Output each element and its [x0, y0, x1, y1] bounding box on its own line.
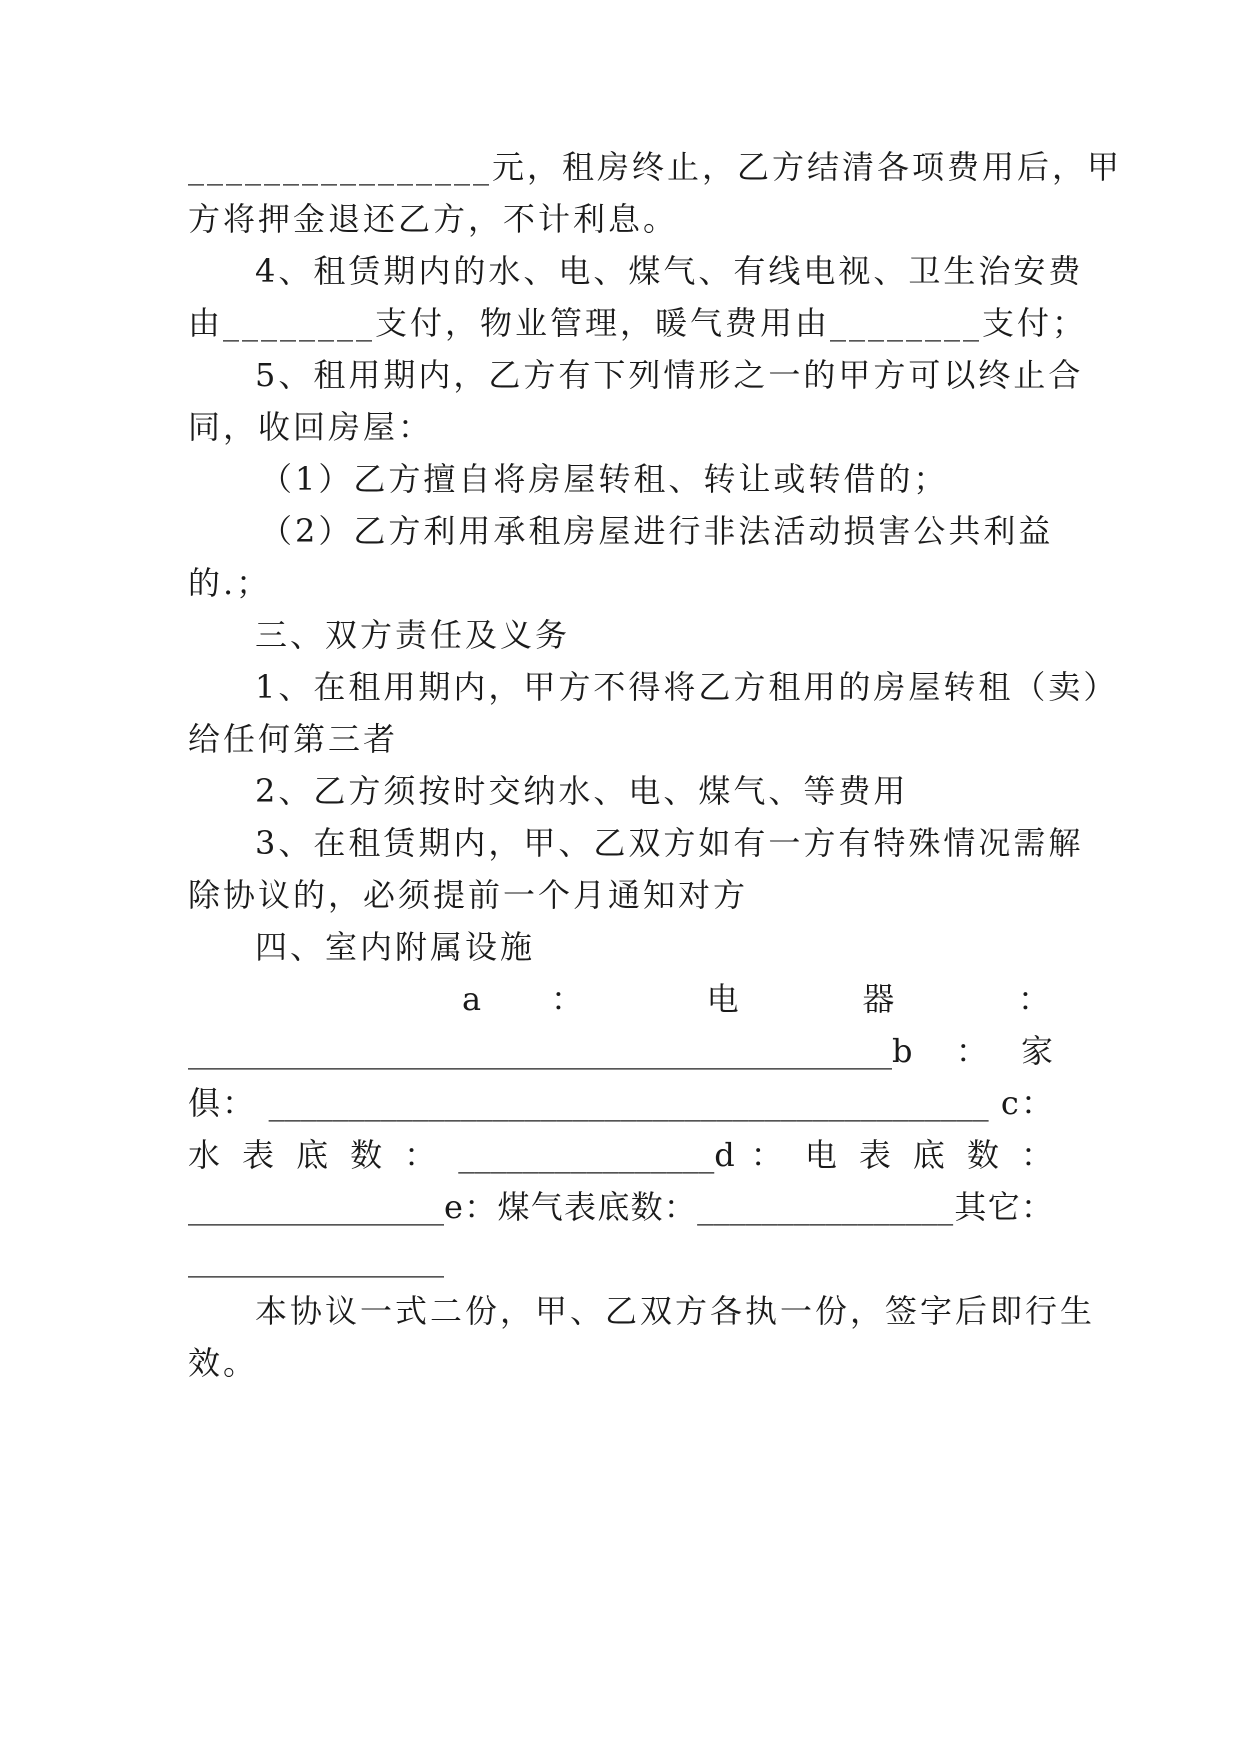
duty-3-line: 3、在租赁期内，甲、乙双方如有一方有特殊情况需解 [255, 824, 1084, 862]
duty-1-line: 1、在租用期内，甲方不得将乙方租用的房屋转租（卖） [255, 668, 1119, 706]
sub-item-1: （1）乙方擅自将房屋转租、转让或转借的； [260, 460, 949, 498]
paragraph-line: ________________元，租房终止，乙方结清各项费用后，甲 [188, 148, 1123, 186]
facility-line: 俱： _____________________________________________ c： [188, 1084, 1053, 1122]
facility-line: 水 表 底 数 ： ________________d ： 电 表 底 数 ： [188, 1136, 1053, 1174]
clause-4-line: 由________支付，物业管理，暖气费用由________支付； [188, 304, 1088, 342]
facility-line: a ： 电 器 ： [462, 980, 1053, 1018]
closing-line: 效。 [188, 1344, 259, 1382]
section-heading: 四、室内附属设施 [255, 928, 536, 966]
facility-line: ________________ [188, 1240, 444, 1278]
clause-5-line: 5、租用期内，乙方有下列情形之一的甲方可以终止合 [255, 356, 1084, 394]
paragraph-line: 方将押金退还乙方，不计利息。 [188, 200, 679, 238]
duty-3-line: 除协议的，必须提前一个月通知对方 [188, 876, 749, 914]
facility-line: ____________________________________________b ：家 [188, 1032, 1053, 1070]
clause-5-line: 同，收回房屋： [188, 408, 434, 446]
section-heading: 三、双方责任及义务 [255, 616, 571, 654]
duty-1-line: 给任何第三者 [188, 720, 399, 758]
sub-item-2: （2）乙方利用承租房屋进行非法活动损害公共利益 [260, 512, 1054, 550]
clause-4-line: 4、租赁期内的水、电、煤气、有线电视、卫生治安费 [255, 252, 1084, 290]
closing-line: 本协议一式二份，甲、乙双方各执一份，签字后即行生 [255, 1292, 1096, 1330]
duty-2-line: 2、乙方须按时交纳水、电、煤气、等费用 [255, 772, 909, 810]
facility-line: ________________e：煤气表底数：________________其它： [188, 1188, 1053, 1226]
sub-item-2: 的.； [188, 564, 272, 602]
